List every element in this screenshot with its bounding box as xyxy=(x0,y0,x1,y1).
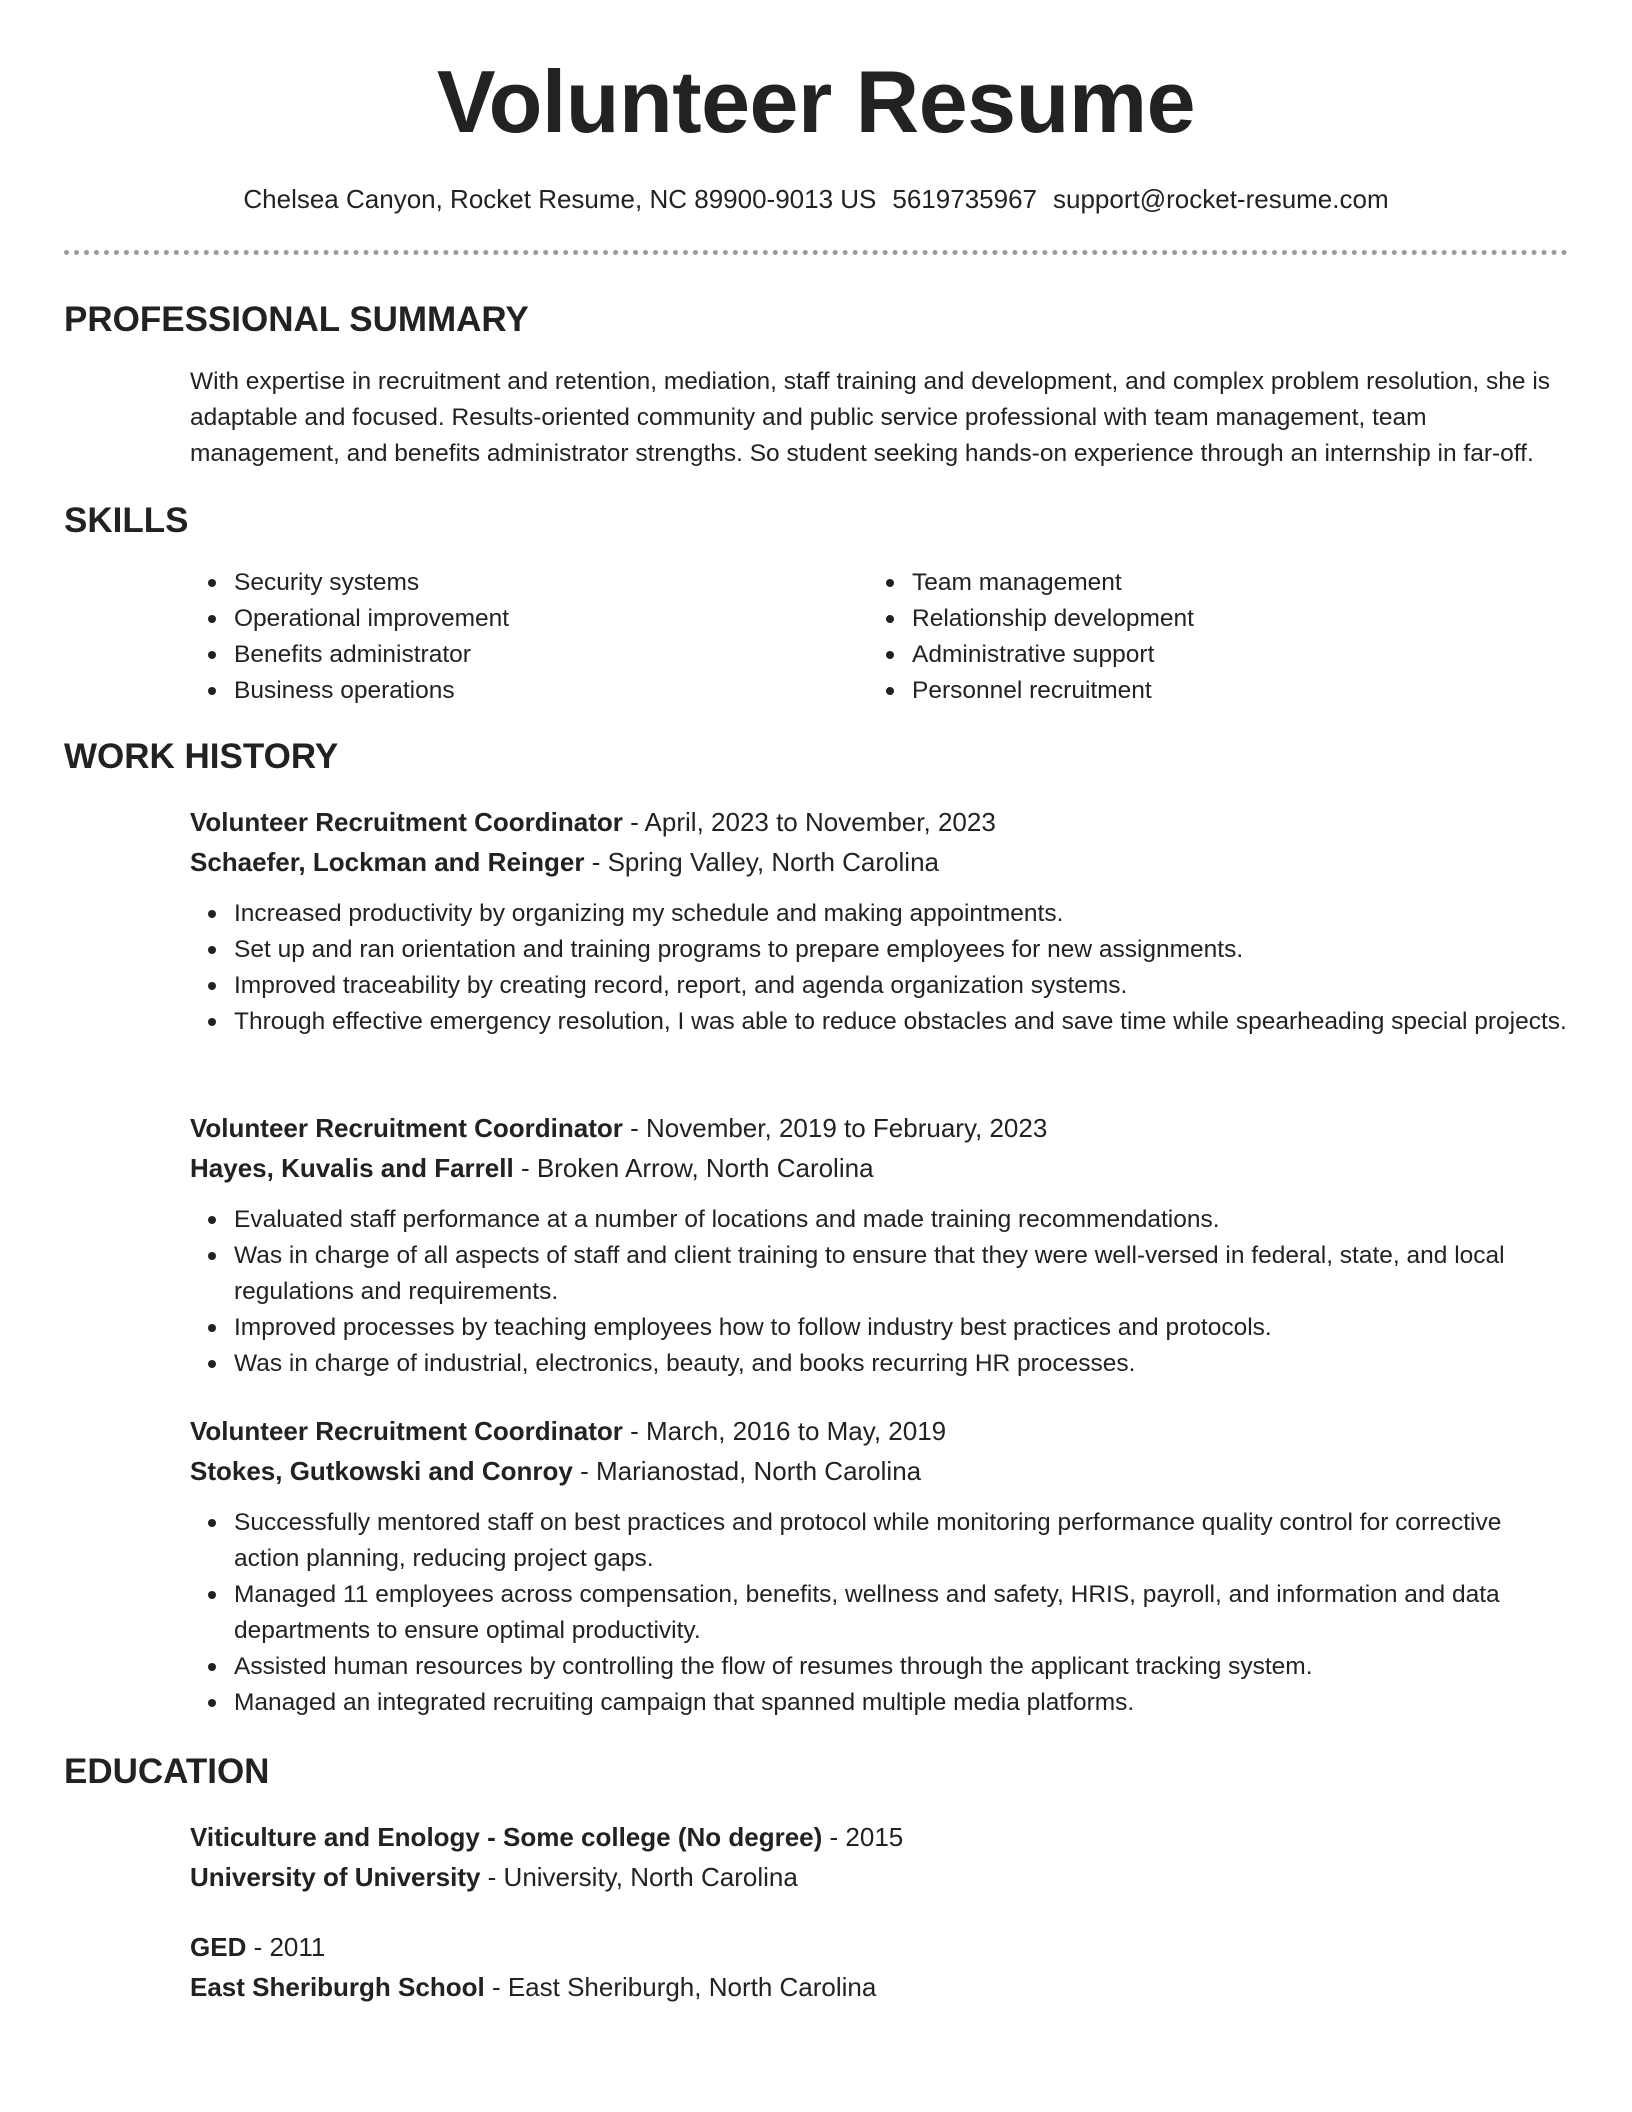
education-degree: Viticulture and Enology - Some college (No degree) xyxy=(190,1822,823,1852)
job-bullet: Set up and ran orientation and training programs to prepare employees for new assignments. xyxy=(234,932,1570,968)
education-year: - 2015 xyxy=(822,1822,904,1852)
education-school: East Sheriburgh School xyxy=(190,1972,485,2002)
summary-heading: PROFESSIONAL SUMMARY xyxy=(64,300,529,339)
job-dates: - April, 2023 to November, 2023 xyxy=(622,807,996,837)
resume-title: Volunteer Resume xyxy=(436,52,1196,151)
skill-item: Relationship development xyxy=(912,601,1508,637)
work-heading: WORK HISTORY xyxy=(64,737,339,776)
job-location: - Marianostad, North Carolina xyxy=(572,1456,922,1486)
job-entry xyxy=(190,802,1570,1040)
contact-address: Chelsea Canyon, Rocket Resume, NC 89900-9013 US xyxy=(243,184,877,214)
skill-item: Business operations xyxy=(234,673,830,709)
contact-line xyxy=(0,182,1632,216)
education-year: - 2011 xyxy=(246,1932,326,1962)
job-company: Hayes, Kuvalis and Farrell xyxy=(190,1153,514,1183)
education-school-line xyxy=(190,1857,1570,1897)
job-bullet: Improved traceability by creating record, report, and agenda organization systems. xyxy=(234,968,1570,1004)
job-role: Volunteer Recruitment Coordinator xyxy=(190,1113,623,1143)
education-entry xyxy=(190,1927,1570,2007)
job-role-line xyxy=(190,802,1570,842)
job-bullet: Managed an integrated recruiting campaign that spanned multiple media platforms. xyxy=(234,1685,1570,1721)
job-entry xyxy=(190,1108,1570,1382)
skill-item: Benefits administrator xyxy=(234,637,830,673)
summary-text: With expertise in recruitment and retention, mediation, staff training and development, and complex problem resolution, she is adaptable and focused. Results-oriented community and public service professional with team management, team management, and benefits administrator strengths. So student seeking hands-on experience through an internship in far-off. xyxy=(190,368,1551,467)
education-school: University of University xyxy=(190,1862,481,1892)
job-dates: - November, 2019 to February, 2023 xyxy=(622,1113,1048,1143)
skill-item: Operational improvement xyxy=(234,601,830,637)
skill-item: Personnel recruitment xyxy=(912,673,1508,709)
job-company-line xyxy=(190,842,1570,882)
job-company-line xyxy=(190,1451,1570,1491)
education-degree: GED xyxy=(190,1932,247,1962)
job-dates: - March, 2016 to May, 2019 xyxy=(622,1416,947,1446)
job-bullet: Successfully mentored staff on best practices and protocol while monitoring performance quality control for corrective action planning, reducing project gaps. xyxy=(234,1505,1570,1577)
education-school-line xyxy=(190,1967,1570,2007)
education-degree-line xyxy=(190,1817,1570,1857)
contact-email: support@rocket-resume.com xyxy=(1053,184,1389,214)
skills-heading: SKILLS xyxy=(64,501,189,540)
skills-column-left xyxy=(190,565,830,709)
education-heading: EDUCATION xyxy=(64,1752,270,1791)
job-bullet: Increased productivity by organizing my schedule and making appointments. xyxy=(234,896,1570,932)
header-divider xyxy=(64,250,1568,255)
skill-item: Security systems xyxy=(234,565,830,601)
job-role: Volunteer Recruitment Coordinator xyxy=(190,1416,623,1446)
education-location: - East Sheriburgh, North Carolina xyxy=(484,1972,877,2002)
job-bullet: Through effective emergency resolution, I was able to reduce obstacles and save time while spearheading special projects. xyxy=(234,1004,1570,1040)
job-location: - Spring Valley, North Carolina xyxy=(584,847,939,877)
job-company-line xyxy=(190,1148,1570,1188)
skill-item: Administrative support xyxy=(912,637,1508,673)
job-role: Volunteer Recruitment Coordinator xyxy=(190,807,623,837)
job-bullet: Managed 11 employees across compensation, benefits, wellness and safety, HRIS, payroll, and information and data departments to ensure optimal productivity. xyxy=(234,1577,1570,1649)
contact-phone: 5619735967 xyxy=(892,184,1037,214)
education-degree-line xyxy=(190,1927,1570,1967)
job-bullet: Was in charge of all aspects of staff and client training to ensure that they were well-versed in federal, state, and local regulations and requirements. xyxy=(234,1238,1570,1310)
job-company: Schaefer, Lockman and Reinger xyxy=(190,847,585,877)
job-bullet: Improved processes by teaching employees how to follow industry best practices and protocols. xyxy=(234,1310,1570,1346)
skills-column-right xyxy=(868,565,1508,709)
education-location: - University, North Carolina xyxy=(480,1862,798,1892)
job-role-line xyxy=(190,1411,1570,1451)
job-location: - Broken Arrow, North Carolina xyxy=(513,1153,874,1183)
job-company: Stokes, Gutkowski and Conroy xyxy=(190,1456,573,1486)
skill-item: Team management xyxy=(912,565,1508,601)
job-bullet: Was in charge of industrial, electronics, beauty, and books recurring HR processes. xyxy=(234,1346,1570,1382)
education-entry xyxy=(190,1817,1570,1897)
job-entry xyxy=(190,1411,1570,1721)
job-bullet: Assisted human resources by controlling the flow of resumes through the applicant tracking system. xyxy=(234,1649,1570,1685)
job-bullet: Evaluated staff performance at a number of locations and made training recommendations. xyxy=(234,1202,1570,1238)
job-role-line xyxy=(190,1108,1570,1148)
